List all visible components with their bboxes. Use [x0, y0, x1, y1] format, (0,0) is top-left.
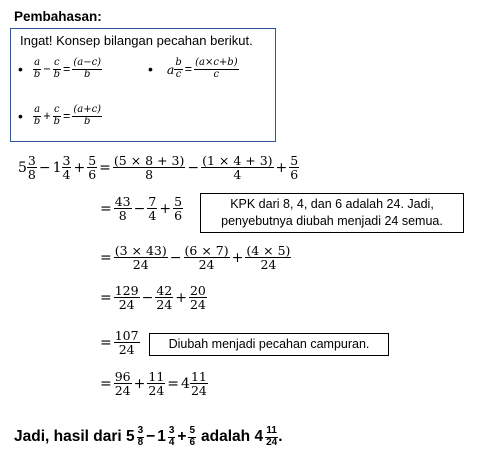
step-4-equation: = $\frac{129}{24}$ − $\frac{42}{24}$ + $\frac{20}{24}$ — [100, 283, 206, 313]
concept-box — [10, 28, 276, 142]
step-5-equation: = $\frac{107}{24}$ — [100, 328, 139, 358]
step-6-equation: = $\frac{96}{24}$ + $\frac{11}{24}$ = 4 $\frac{11}{24}$ — [100, 369, 207, 399]
step-2-equation: = $\frac{43}{8}$ − $\frac{7}{4}$ + $\frac{5}{6}$ — [100, 194, 183, 224]
step-1-equation: 5 $\frac{3}{8}$ − 1 $\frac{3}{4}$ + $\frac{5}{6}$ = $\frac{(5 \times 8 + 3)}{8}$ − $\frac{(1 \times 4 + 3)}{4}$ + $\frac{5}{6}$ — [18, 153, 299, 183]
concept-rule-mixed-number: • a $\frac{b}{c}$ = $\frac{(a\times c+b)}{c}$ — [148, 57, 238, 80]
step-3-equation: = $\frac{(3 \times 43)}{24}$ − $\frac{(6 \times 7)}{24}$ + $\frac{(4 \times 5)}{24}$ — [100, 243, 291, 273]
conclusion: Jadi, hasil dari 5 $\frac{3}{8}$ − 1 $\frac{3}{4}$ + $\frac{5}{6}$ adalah 4 $\frac{11}{24}$ . — [14, 425, 283, 448]
note-kpk: KPK dari 8, 4, dan 6 adalah 24. Jadi, penyebutnya diubah menjadi 24 semua. — [200, 193, 464, 233]
concept-rule-subtraction: • $\frac{a}{b}$ − $\frac{c}{b}$ = $\frac{(a-c)}{b}$ — [18, 57, 102, 80]
concept-intro: Ingat! Konsep bilangan pecahan berikut. — [20, 33, 253, 48]
heading-pembahasan: Pembahasan: — [14, 9, 102, 24]
concept-rule-addition: • $\frac{a}{b}$ + $\frac{c}{b}$ = $\frac{(a+c)}{b}$ — [18, 104, 102, 127]
note-campuran: Diubah menjadi pecahan campuran. — [149, 333, 389, 356]
